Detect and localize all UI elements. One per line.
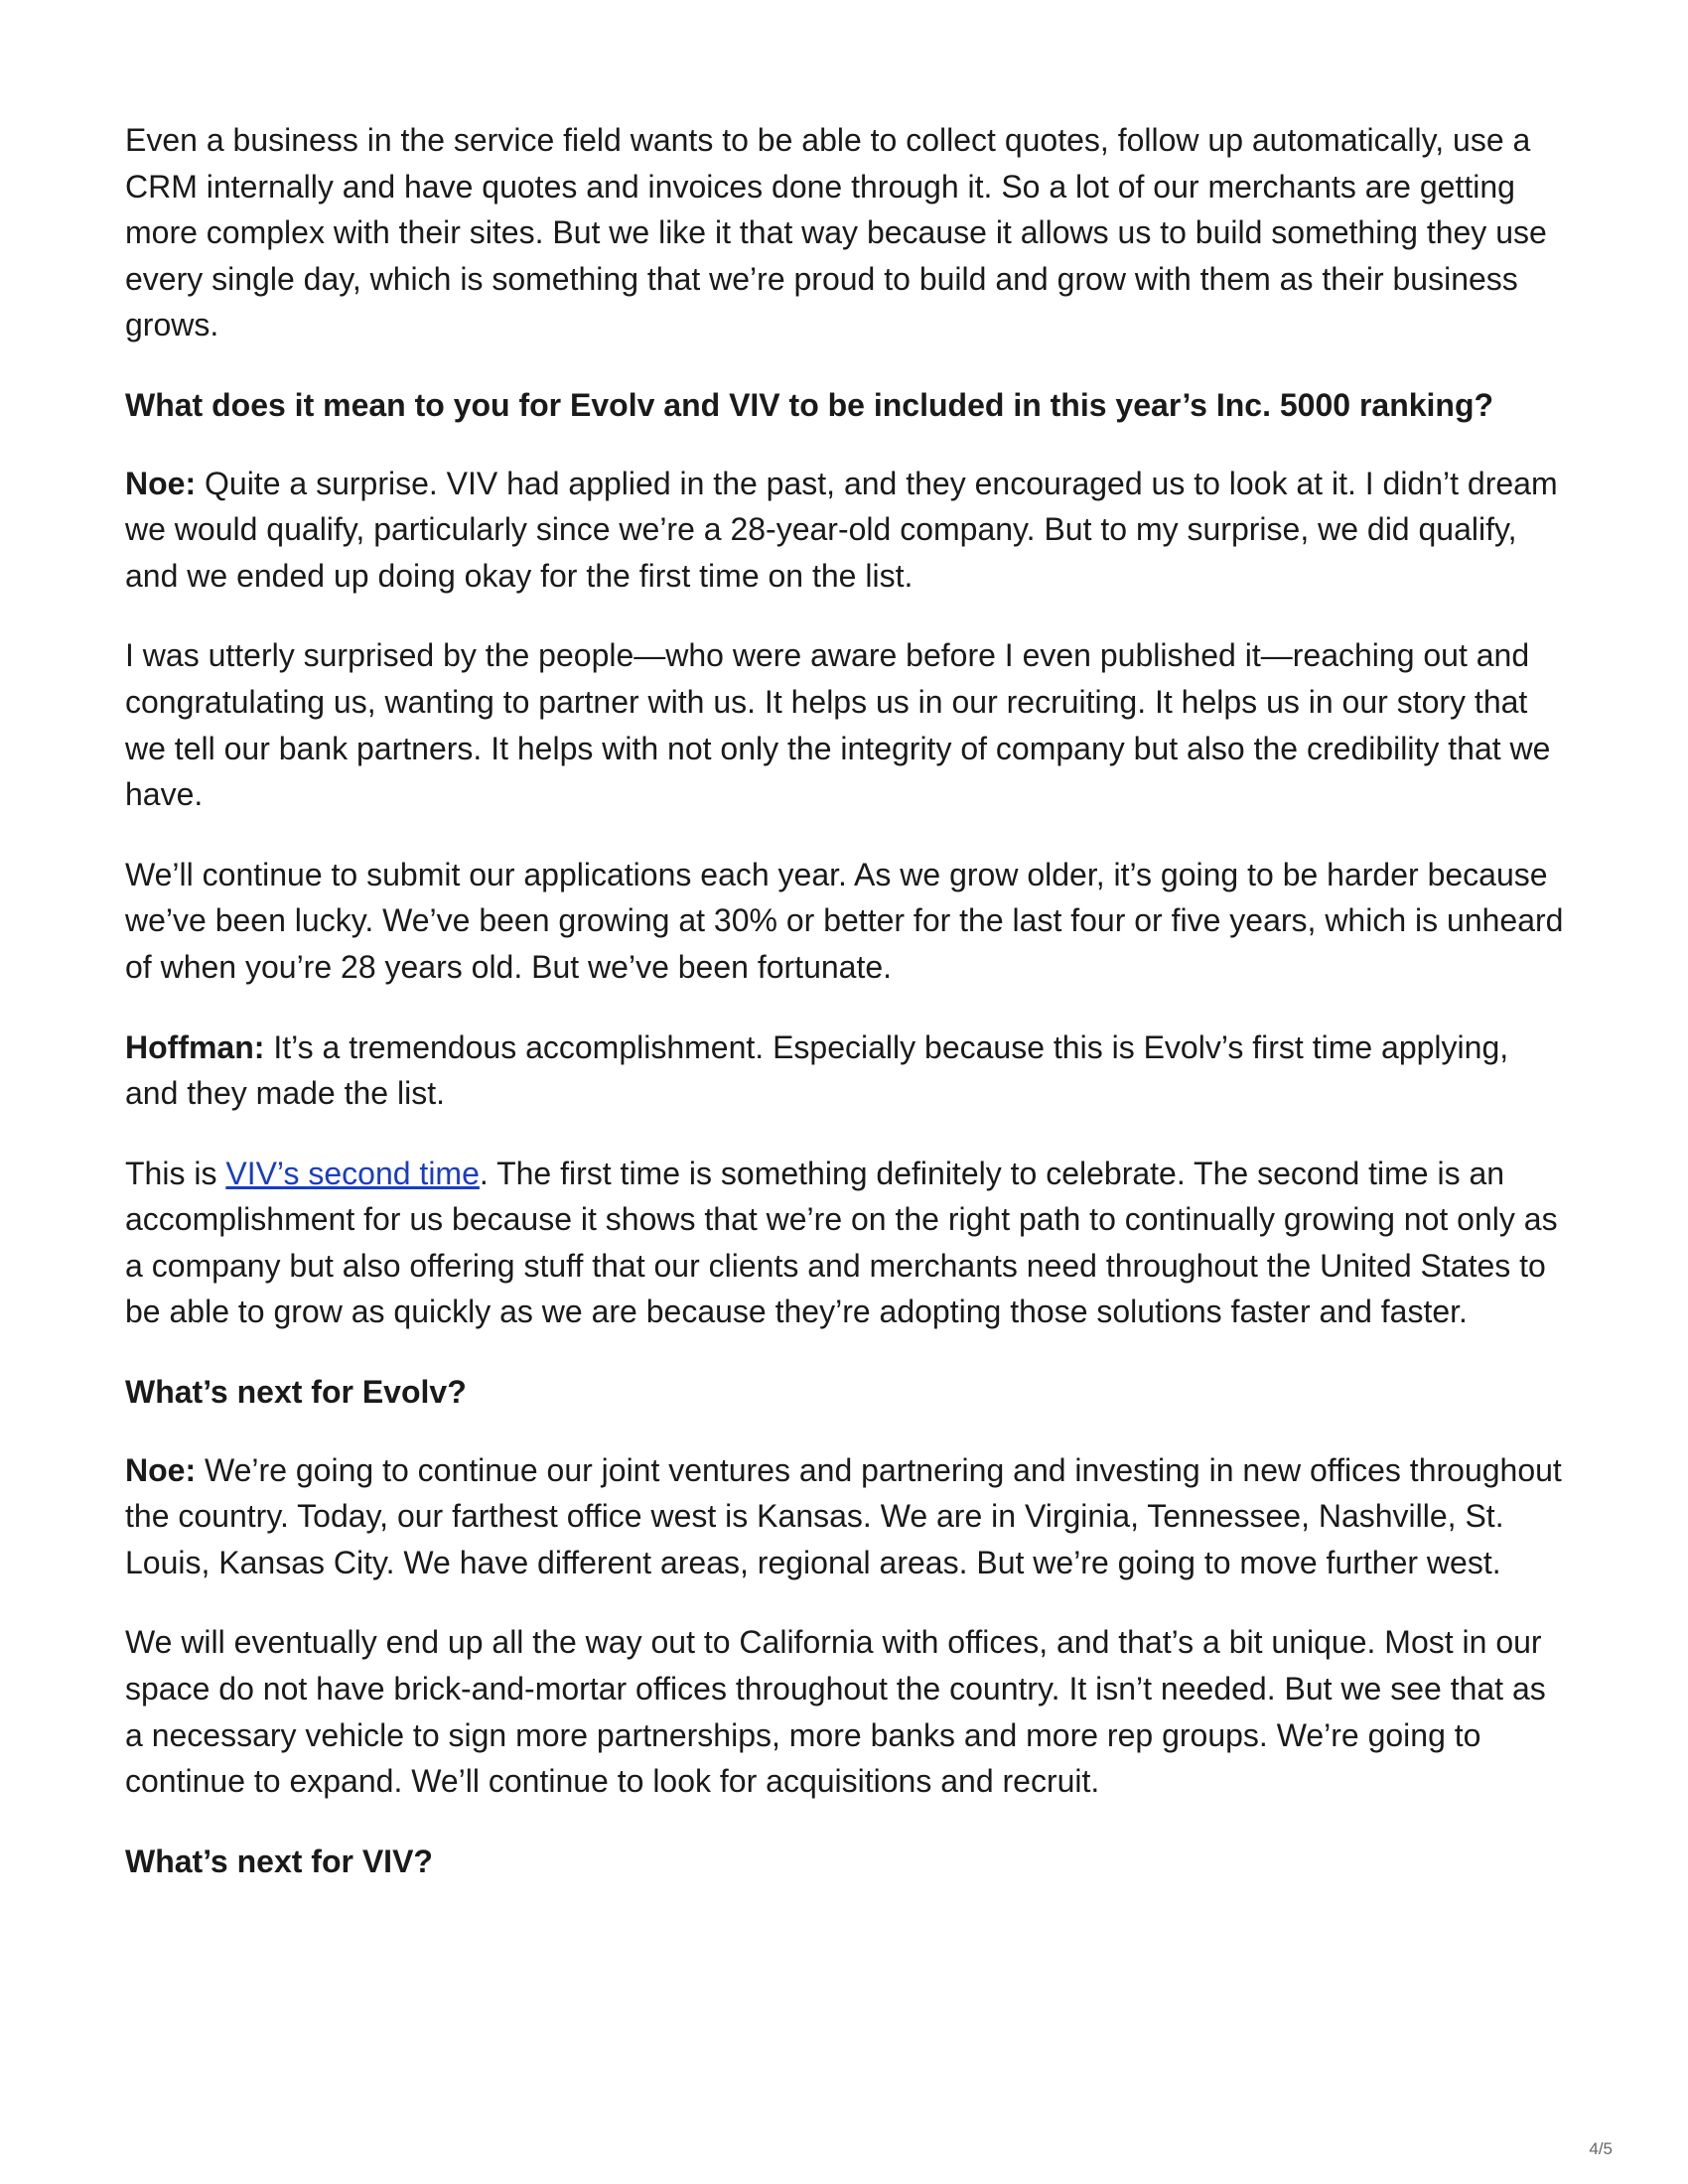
question-next-for-evolv	[125, 1369, 1565, 1416]
paragraph-submit-applications	[125, 852, 1565, 991]
paragraph-hoffman-accomplishment	[125, 1024, 1565, 1117]
paragraph-text: We’re going to continue our joint ventures and partnering and investing in new offices throughout the country. Today, our farthest office west is Kansas. We are in Virginia, Tennessee, Nashville, St. Louis, Kansas City. We have different areas, regional areas. But we’re going to move further west.	[125, 1451, 1562, 1580]
paragraph-text: We will eventually end up all the way out to California with offices, and that’s a bit unique. Most in our space do not have brick-and-mortar offices throughout the country. It isn’t needed. But we see that as a necessary vehicle to sign more partnerships, more banks and more rep groups. We’re going to continue to expand. We’ll continue to look for acquisitions and recruit.	[125, 1624, 1546, 1800]
paragraph-text: I was utterly surprised by the people—who were aware before I even published it—reaching out and congratulating us, wanting to partner with us. It helps us in our recruiting. It helps us in our story that we tell our bank partners. It helps with not only the integrity of company but also the credibility that we have.	[125, 637, 1551, 813]
speaker-name: Noe:	[125, 465, 197, 501]
paragraph-text: Even a business in the service field wants to be able to collect quotes, follow up automatically, use a CRM internally and have quotes and invoices done through it. So a lot of our merchants are getting more complex with their sites. But we like it that way because it allows us to build something they use every single day, which is something that we’re proud to build and grow with them as their business grows.	[125, 122, 1547, 343]
vivs-second-time-link[interactable]: VIV’s second time	[225, 1155, 480, 1191]
paragraph-noe-surprise	[125, 461, 1565, 600]
paragraph-california-offices	[125, 1619, 1565, 1804]
paragraph-service-field	[125, 117, 1565, 348]
page-number: 4/5	[1589, 2139, 1613, 2158]
paragraph-text: Quite a surprise. VIV had applied in the past, and they encouraged us to look at it. I didn’t dream we would qualify, particularly since we’re a 28-year-old company. But to my surprise, we did qualify, and we ended up doing okay for the first time on the list.	[125, 465, 1558, 594]
paragraph-noe-joint-ventures	[125, 1447, 1565, 1586]
paragraph-text: . The first time is something definitely to celebrate. The second time is an accomplishment for us because it shows that we’re on the right path to continually growing not only as a company but also offering stuff that our clients and merchants need throughout the United States to be able to grow as quickly as we are because they’re adopting those solutions faster and faster.	[125, 1155, 1558, 1330]
paragraph-text: It’s a tremendous accomplishment. Especially because this is Evolv’s first time applying, and they made the list.	[125, 1028, 1509, 1112]
paragraph-text: This is	[125, 1155, 226, 1191]
paragraph-second-time	[125, 1151, 1565, 1335]
question-next-for-viv	[125, 1839, 1565, 1885]
question-text: What does it mean to you for Evolv and VIV to be included in this year’s Inc. 5000 ranking?	[125, 386, 1494, 423]
question-text: What’s next for VIV?	[125, 1843, 433, 1879]
article-body	[125, 117, 1565, 1916]
paragraph-text: We’ll continue to submit our applications each year. As we grow older, it’s going to be harder because we’ve been lucky. We’ve been growing at 30% or better for the last four or five years, which is unheard of when you’re 28 years old. But we’ve been fortunate.	[125, 856, 1564, 985]
question-text: What’s next for Evolv?	[125, 1374, 467, 1411]
question-inc-5000	[125, 382, 1565, 429]
speaker-name: Hoffman:	[125, 1028, 265, 1065]
speaker-name: Noe:	[125, 1451, 197, 1488]
paragraph-people-surprised	[125, 632, 1565, 817]
